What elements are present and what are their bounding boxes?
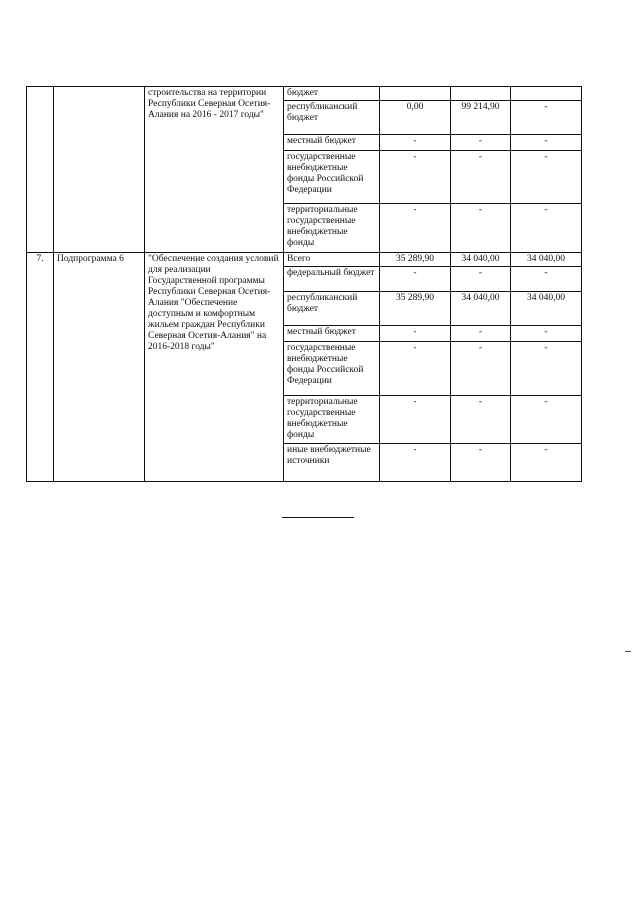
source-label: государственные внебюджетные фонды Российской Федерации: [284, 342, 380, 396]
value-year-2: -: [451, 342, 511, 396]
value-year-3: -: [511, 326, 582, 342]
value-year-2: -: [451, 396, 511, 444]
value-year-3: 34 040,00: [511, 292, 582, 326]
margin-mark: [625, 651, 631, 652]
value-year-1: -: [380, 444, 451, 482]
table-row: [27, 87, 582, 101]
value-year-2: 34 040,00: [451, 292, 511, 326]
value-year-3: -: [511, 151, 582, 204]
value-year-1: -: [380, 267, 451, 292]
value-year-2: -: [451, 151, 511, 204]
value-year-3: -: [511, 396, 582, 444]
value-year-3: [511, 87, 582, 101]
value-year-2: -: [451, 444, 511, 482]
source-label: республиканский бюджет: [284, 101, 380, 135]
program-description: строительства на территории Республики Северная Осетия-Алания на 2016 - 2017 годы": [145, 87, 284, 253]
source-label: территориальные государственные внебюджетные фонды: [284, 204, 380, 253]
value-year-2: 34 040,00: [451, 253, 511, 267]
source-label: бюджет: [284, 87, 380, 101]
value-year-3: -: [511, 101, 582, 135]
value-year-1: -: [380, 135, 451, 151]
value-year-1: -: [380, 326, 451, 342]
source-label: иные внебюджетные источники: [284, 444, 380, 482]
value-year-3: -: [511, 135, 582, 151]
value-year-2: [451, 87, 511, 101]
value-year-3: -: [511, 342, 582, 396]
value-year-1: -: [380, 204, 451, 253]
value-year-3: -: [511, 204, 582, 253]
budget-table: [26, 86, 582, 482]
value-year-3: 34 040,00: [511, 253, 582, 267]
value-year-2: -: [451, 267, 511, 292]
value-year-3: -: [511, 267, 582, 292]
program-name: [54, 87, 145, 253]
value-year-1: 35 289,90: [380, 253, 451, 267]
source-label: местный бюджет: [284, 135, 380, 151]
value-year-1: 0,00: [380, 101, 451, 135]
value-year-1: [380, 87, 451, 101]
source-label: республиканский бюджет: [284, 292, 380, 326]
program-name: Подпрограмма 6: [54, 253, 145, 482]
source-label: Всего: [284, 253, 380, 267]
source-label: государственные внебюджетные фонды Российской Федерации: [284, 151, 380, 204]
value-year-1: -: [380, 342, 451, 396]
source-label: федеральный бюджет: [284, 267, 380, 292]
value-year-3: -: [511, 444, 582, 482]
value-year-1: -: [380, 151, 451, 204]
value-year-1: -: [380, 396, 451, 444]
value-year-2: -: [451, 204, 511, 253]
value-year-2: 99 214,90: [451, 101, 511, 135]
source-label: территориальные государственные внебюджетные фонды: [284, 396, 380, 444]
value-year-2: -: [451, 326, 511, 342]
end-divider: [282, 517, 354, 518]
source-label: местный бюджет: [284, 326, 380, 342]
value-year-2: -: [451, 135, 511, 151]
value-year-1: 35 289,90: [380, 292, 451, 326]
row-number: 7.: [27, 253, 54, 482]
program-description: "Обеспечение создания условий для реализации Государственной программы Республики Северная Осетия-Алания "Обеспечение доступным и комфортным жильем граждан Республики Северная Осетия-Алания" на 2016-2018 годы": [145, 253, 284, 482]
table-row: [27, 253, 582, 267]
row-number: [27, 87, 54, 253]
